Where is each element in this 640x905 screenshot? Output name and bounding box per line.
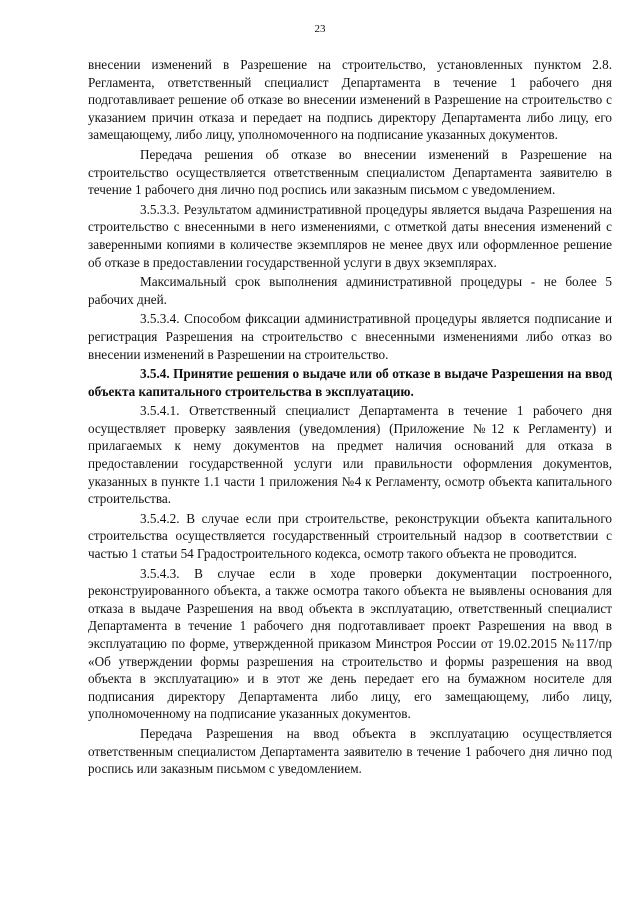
- paragraph: 3.5.3.4. Способом фиксации административной процедуры является подписание и регистрация Разрешения на строительство с внесенными изменениями либо отказ во внесении изменений в Разрешении на строительство.: [88, 311, 612, 362]
- section-heading: 3.5.4. Принятие решения о выдаче или об отказе в выдаче Разрешения на ввод объекта капитального строительства в эксплуатацию.: [88, 366, 612, 399]
- paragraph: Максимальный срок выполнения административной процедуры - не более 5 рабочих дней.: [88, 274, 612, 307]
- paragraph: 3.5.4.3. В случае если в ходе проверки документации построенного, реконструированного объекта, а также осмотра такого объекта не выявлены основания для отказа в выдаче Разрешения на ввод объекта в эксплуатацию, ответственный специалист Департамента в течение 1 рабочего дня подготавливает проект Разрешения на ввод в эксплуатацию по форме, утвержденной приказом Минстроя России от 19.02.2015 №117/пр «Об утверждении формы разрешения на строительство и формы разрешения на ввод объекта в эксплуатацию» и в этот же день передает его на бумажном носителе для подписания директору Департамента либо лицу, его замещающему, либо лицу, уполномоченному на подписание указанных документов.: [88, 565, 612, 722]
- document-body: [88, 56, 612, 778]
- paragraph: Передача решения об отказе во внесении изменений в Разрешение на строительство осуществляется ответственным специалистом Департамента заявителю в течение 1 рабочего дня лично под роспись или заказным письмом с уведомлением.: [88, 146, 612, 198]
- page-number: 23: [314, 23, 326, 35]
- paragraph: 3.5.3.3. Результатом административной процедуры является выдача Разрешения на строительство с внесенными в него изменениями, с отметкой даты внесения изменений с заверенными копиями в количестве экземпляров не менее двух или оформленное решение об отказе в предоставлении государственной услуги в двух экземплярах.: [88, 201, 612, 270]
- paragraph: 3.5.4.1. Ответственный специалист Департамента в течение 1 рабочего дня осуществляет проверку заявления (уведомления) (Приложение №12 к Регламенту) и прилагаемых к нему документов на предмет наличия оснований для отказа в предоставлении государственной услуги или правильности оформления документов, указанных в пункте 1.1 части 1 приложения №4 к Регламенту, осмотр объекта капитального строительства.: [88, 403, 612, 507]
- paragraph: внесении изменений в Разрешение на строительство, установленных пунктом 2.8. Регламента, ответственный специалист Департамента в течение 1 рабочего дня подготавливает решение об отказе во внесении изменений в Разрешение на строительство с указанием причин отказа и передает на подпись директору Департамента либо лицу, его замещающему, либо лицу, уполномоченного на подписание указанных документов.: [88, 57, 612, 143]
- paragraph: 3.5.4.2. В случае если при строительстве, реконструкции объекта капитального строительства осуществляется государственный строительный надзор в соответствии с частью 1 статьи 54 Градостроительного кодекса, осмотр такого объекта не проводится.: [88, 510, 612, 562]
- paragraph: Передача Разрешения на ввод объекта в эксплуатацию осуществляется ответственным специалистом Департамента заявителю в течение 1 рабочего дня лично под роспись или заказным письмом с уведомлением.: [88, 725, 612, 777]
